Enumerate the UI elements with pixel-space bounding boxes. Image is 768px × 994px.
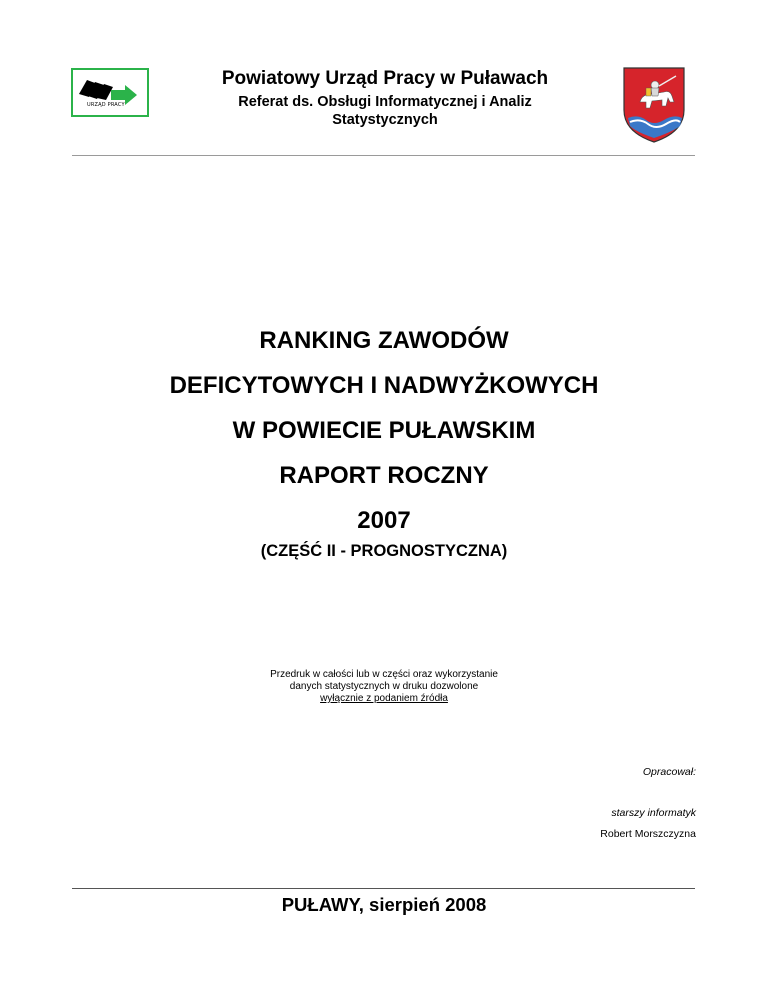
report-year: 2007 [357, 507, 411, 534]
notice-line-1: Przedruk w całości lub w części oraz wykorzystanie [270, 669, 498, 680]
logo-caption: URZĄD PRACY [87, 102, 125, 108]
notice-line-3: wyłącznie z podaniem źródła [320, 693, 448, 704]
author-name: Robert Morszczyzna [600, 828, 696, 840]
header-divider [72, 155, 695, 156]
title-line-4: RAPORT ROCZNY [279, 462, 489, 489]
coat-of-arms-icon [622, 66, 686, 144]
notice-line-2: danych statystycznych w druku dozwolone [289, 681, 479, 692]
office-name: Powiatowy Urząd Pracy w Puławach [221, 68, 549, 89]
report-title [80, 318, 688, 543]
title-line-3: W POWIECIE PUŁAWSKIM [232, 417, 536, 444]
title-line-1: RANKING ZAWODÓW [259, 327, 509, 354]
department-line-1: Referat ds. Obsługi Informatycznej i Analiz [238, 94, 532, 110]
reprint-notice [200, 669, 568, 705]
office-logo [71, 68, 149, 117]
title-line-2: DEFICYTOWYCH I NADWYŻKOWYCH [169, 372, 599, 399]
author-label: Opracował: [642, 766, 696, 778]
author-role: starszy informatyk [611, 807, 696, 819]
place-and-date: PUŁAWY, sierpień 2008 [281, 894, 487, 915]
department-name [160, 93, 610, 129]
report-part: (CZĘŚĆ II - PROGNOSTYCZNA) [260, 542, 508, 560]
footer-divider [72, 888, 695, 889]
department-line-2: Statystycznych [332, 112, 438, 128]
logo-graphic [73, 70, 147, 115]
